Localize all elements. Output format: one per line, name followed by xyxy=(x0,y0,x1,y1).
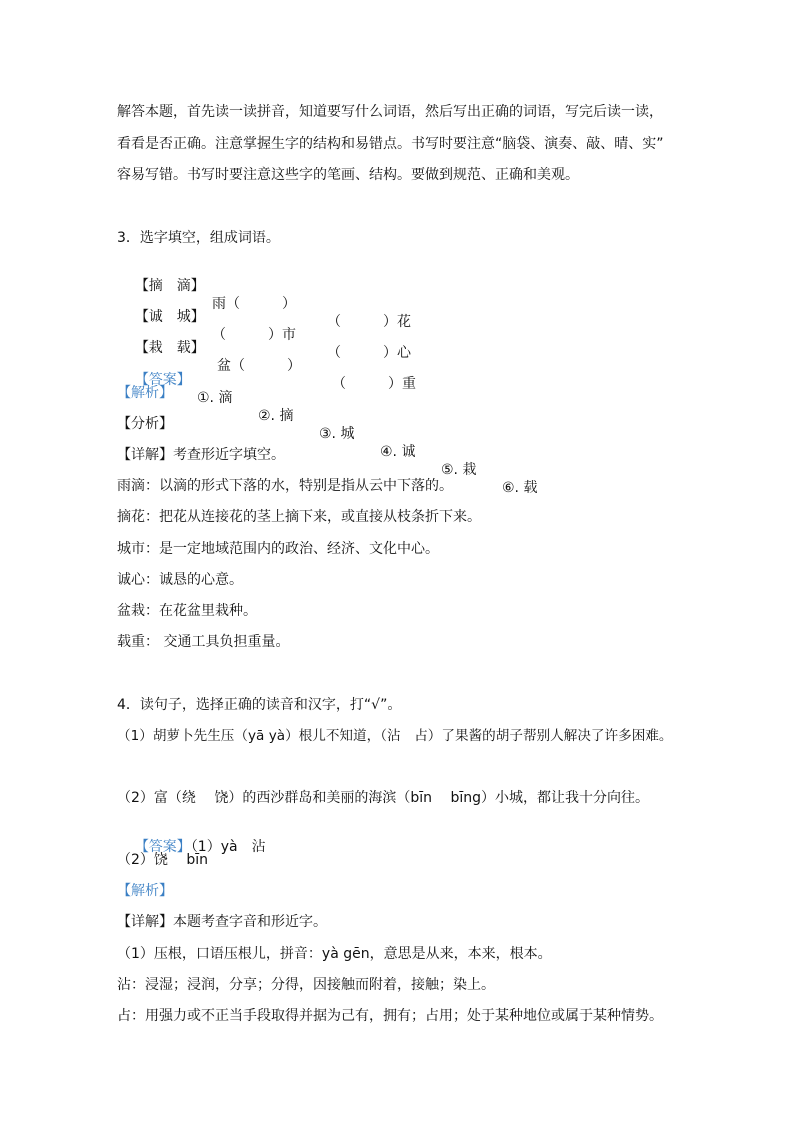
fenxi-tag: 【分析】 xyxy=(117,416,173,432)
sentence-2: （2）富（绕 饶）的西沙群岛和美丽的海滨（bīn bīng）小城，都让我十分向往。 xyxy=(117,790,649,806)
question-title: 3．选字填空，组成词语。 xyxy=(117,230,280,246)
choice-label: 【摘 滴】 xyxy=(134,278,205,294)
answer-tag: 【答案】 xyxy=(134,839,191,855)
blank-b: （ ）重 xyxy=(332,376,416,392)
blank-b: （ ）心 xyxy=(327,345,411,361)
explanation-line: 载重： 交通工具负担重量。 xyxy=(117,634,290,650)
answer-1: （1）yà 沾 xyxy=(190,839,266,855)
explanation-line: （1）压根，口语压根儿，拼音：yà gēn，意思是从来，本来，根本。 xyxy=(117,946,552,962)
question-title: 4．读句子，选择正确的读音和汉字，打“√”。 xyxy=(117,697,402,713)
answer-item: ⑥. 载 xyxy=(502,480,538,496)
explanation-line: 城市：是一定地域范围内的政治、经济、文化中心。 xyxy=(117,541,439,557)
sentence-1: （1）胡萝卜先生压（yā yà）根儿不知道，（沾 占）了果酱的胡子帮别人解决了许多困难。 xyxy=(117,728,673,744)
answer-tag: 【答案】 xyxy=(134,372,191,388)
choice-label: 【诚 城】 xyxy=(134,309,205,325)
explanation-line: 盆栽：在花盆里栽种。 xyxy=(117,603,257,619)
explanation-line: 摘花：把花从连接花的茎上摘下来，或直接从枝条折下来。 xyxy=(117,509,481,525)
answer-item: ④. 诚 xyxy=(380,444,416,460)
explanation-line: 雨滴：以滴的形式下落的水，特别是指从云中下落的。 xyxy=(117,478,453,494)
blank-a: 盆（ ） xyxy=(217,358,301,374)
intro-line: 容易写错。书写时要注意这些字的笔画、结构。要做到规范、正确和美观。 xyxy=(117,167,579,183)
explanation-line: 沾：浸湿；浸润，分享；分得，因接触而附着，接触；染上。 xyxy=(117,977,495,993)
intro-line: 看看是否正确。注意掌握生字的结构和易错点。书写时要注意“脑袋、演奏、敲、晴、实” xyxy=(117,136,664,152)
choice-label: 【栽 载】 xyxy=(134,340,205,356)
answer-item: ③. 城 xyxy=(319,426,355,442)
blank-a: （ ）市 xyxy=(212,327,296,343)
intro-line: 解答本题，首先读一读拼音，知道要写什么词语，然后写出正确的词语，写完后读一读， xyxy=(117,104,663,120)
answer-item: ①. 滴 xyxy=(197,390,233,406)
explanation-line: 占：用强力或不正当手段取得并据为己有，拥有；占用；处于某种地位或属于某种情势。 xyxy=(117,1008,663,1024)
detail-line: 【详解】本题考查字音和形近字。 xyxy=(117,914,327,930)
answer-item: ②. 摘 xyxy=(258,408,294,424)
analysis-tag: 【解析】 xyxy=(117,883,173,899)
blank-b: （ ）花 xyxy=(327,314,411,330)
answer-item: ⑤. 栽 xyxy=(441,462,477,478)
analysis-tag: 【解析】 xyxy=(117,385,173,401)
answer-2: （2）饶 bīn xyxy=(117,852,209,868)
explanation-line: 诚心：诚恳的心意。 xyxy=(117,572,243,588)
detail-line: 【详解】考查形近字填空。 xyxy=(117,447,285,463)
blank-a: 雨（ ） xyxy=(212,296,296,312)
